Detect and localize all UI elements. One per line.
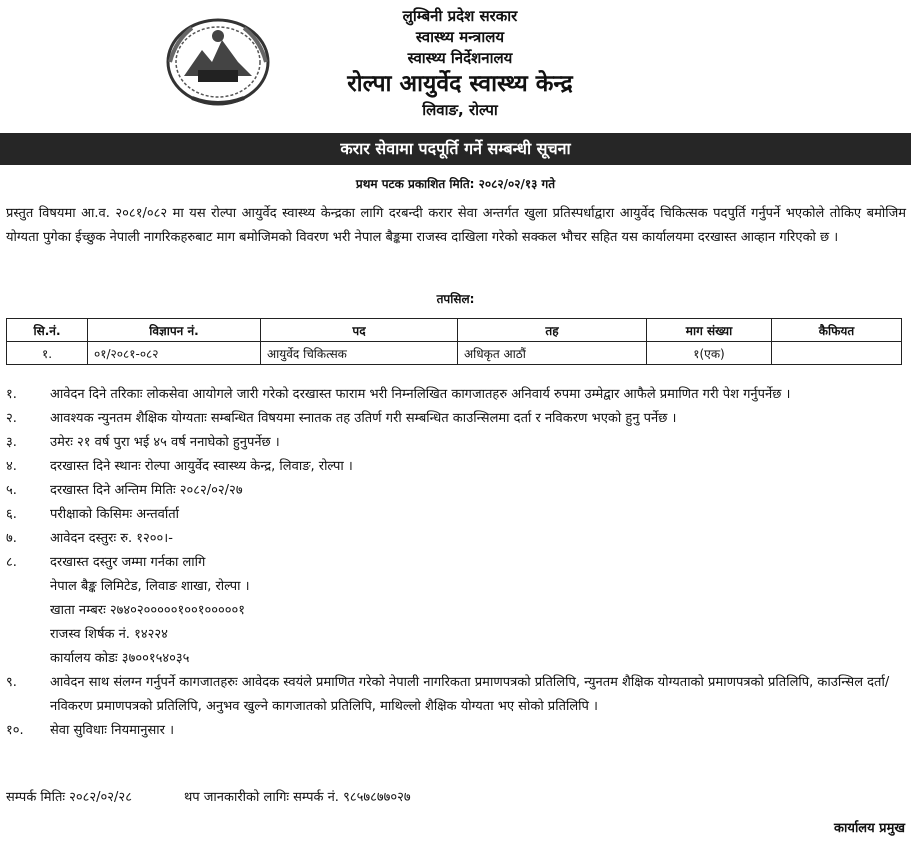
list-item <box>6 407 906 431</box>
table-header-row <box>7 319 902 342</box>
item-number: २. <box>6 411 17 426</box>
item-number: १. <box>6 387 17 402</box>
col-post: पद <box>261 319 458 342</box>
item-number: ३. <box>6 435 17 450</box>
list-item <box>6 383 906 407</box>
contact-date: सम्पर्क मितिः २०८२/०२/२८ <box>6 790 132 805</box>
col-level: तह <box>458 319 647 342</box>
item-text: आवश्यक न्युनतम शैक्षिक योग्यताः सम्बन्धित विषयमा स्नातक तह उतिर्ण गरी सम्बन्धित काउन्सिलमा दर्ता र नविकरण भएको हुनु पर्नेछ । <box>50 411 677 426</box>
office-chief-signature: कार्यालय प्रमुख <box>834 821 905 836</box>
contact-line <box>6 787 906 805</box>
item-text: आवेदन दिने तरिकाः लोकसेवा आयोगले जारी गरेको दरखास्त फाराम भरी निम्नलिखित कागजातहरु अनिवार्य रुपमा उम्मेद्वार आफैले प्रमाणित गरी पेश गर्नुपर्नेछ । <box>50 387 791 402</box>
cell-remarks <box>772 342 902 365</box>
list-item <box>6 455 906 479</box>
cell-serial: १. <box>7 342 88 365</box>
revenue-heading: राजस्व शिर्षक नं. १४२२४ <box>50 627 168 642</box>
office-code: कार्यालय कोडः ३७००१५४०३५ <box>50 651 190 666</box>
details-heading: तपसिल: <box>436 292 475 306</box>
intro-paragraph: प्रस्तुत विषयमा आ.व. २०८१/०८२ मा यस रोल्पा आयुर्वेद स्वास्थ्य केन्द्रका लागि दरबन्दी करार सेवा अन्तर्गत खुला प्रतिस्पर्धाद्वारा आयुर्वेद चिकित्सक पदपुर्ति गर्नुपर्ने भएकोले तोकिए बमोजिम योग्यता पुगेका ईच्छुक नेपाली नागरिकहरुबाट माग बमोजिमको विवरण भरी नेपाल बैङ्कमा राजस्व दाखिला गरेको सक्कल भौचर सहित यस कार्यालयमा दरखास्त आव्हान गरिएको छ । <box>6 206 906 245</box>
cell-demand-count: १(एक) <box>647 342 772 365</box>
bank-name: नेपाल बैङ्क लिमिटेड, लिवाङ शाखा, रोल्पा । <box>50 579 250 594</box>
list-item <box>6 503 906 527</box>
col-remarks: कैफियत <box>772 319 902 342</box>
account-number: खाता नम्बरः २७४०२०००००१००१०००००१ <box>50 603 246 618</box>
list-item <box>6 527 906 551</box>
notice-items <box>6 383 906 743</box>
item-text: सेवा सुविधाः नियमानुसार । <box>50 723 175 738</box>
item-number: ७. <box>6 531 17 546</box>
table-row <box>7 342 902 365</box>
vacancy-table <box>6 318 902 365</box>
cell-level: अधिकृत आठौं <box>458 342 647 365</box>
notice-banner: करार सेवामा पदपूर्ति गर्ने सम्बन्धी सूचना <box>0 133 911 165</box>
item-text: उमेरः २१ वर्ष पुरा भई ४५ वर्ष ननाघेको हुनुपर्नेछ । <box>50 435 280 450</box>
item-number: ६. <box>6 507 17 522</box>
item-text: दरखास्त दस्तुर जम्मा गर्नका लागि <box>50 555 206 570</box>
office-title: रोल्पा आयुर्वेद स्वास्थ्य केन्द्र <box>347 71 573 97</box>
letterhead <box>0 0 911 128</box>
col-demand-count: माग संख्या <box>647 319 772 342</box>
contact-phone: थप जानकारीको लागिः सम्पर्क नं. ९८५७८७७०२७ <box>183 790 411 805</box>
item-number: ४. <box>6 459 17 474</box>
col-advertisement-no: विज्ञापन नं. <box>88 319 261 342</box>
list-item <box>6 719 906 743</box>
item-text: दरखास्त दिने अन्तिम मितिः २०८२/०२/२७ <box>50 483 243 498</box>
list-item <box>6 479 906 503</box>
list-item <box>6 431 906 455</box>
item-text: दरखास्त दिने स्थानः रोल्पा आयुर्वेद स्वास्थ्य केन्द्र, लिवाङ, रोल्पा । <box>50 459 353 474</box>
item-text: आवेदन दस्तुरः रु. १२००।- <box>50 531 173 546</box>
publication-date: प्रथम पटक प्रकाशित मिति: २०८२/०२/१३ गते <box>355 177 556 191</box>
list-item <box>6 551 906 671</box>
item-number: ५. <box>6 483 17 498</box>
province-government: लुम्बिनी प्रदेश सरकार <box>402 7 518 25</box>
item-text: आवेदन साथ संलग्न गर्नुपर्ने कागजातहरुः आवेदक स्वयंले प्रमाणित गरेको नेपाली नागरिकता प्रमाणपत्रको प्रतिलिपि, न्युनतम शैक्षिक योग्यताको प्रमाणपत्रको प्रतिलिपि, काउन्सिल दर्ता/नविकरण प्रमाणपत्रको प्रतिलिपि, अनुभव खुल्ने कागजातको प्रतिलिपि, माथिल्लो शैक्षिक योग्यता भए सोको प्रतिलिपि । <box>50 675 890 714</box>
item-number: ९. <box>6 675 17 690</box>
item-text: परीक्षाको किसिमः अन्तर्वार्ता <box>50 507 179 522</box>
ministry-name: स्वास्थ्य मन्त्रालय <box>415 28 505 46</box>
item-number: १०. <box>6 723 24 738</box>
col-serial: सि.नं. <box>7 319 88 342</box>
cell-advertisement-no: ०१/२०८१-०८२ <box>88 342 261 365</box>
directorate-name: स्वास्थ्य निर्देशनालय <box>407 49 513 67</box>
cell-post: आयुर्वेद चिकित्सक <box>261 342 458 365</box>
office-location: लिवाङ, रोल्पा <box>422 101 498 119</box>
list-item <box>6 671 906 719</box>
letterhead-text <box>300 6 620 121</box>
nepal-emblem-icon <box>162 10 274 110</box>
item-number: ८. <box>6 555 17 570</box>
